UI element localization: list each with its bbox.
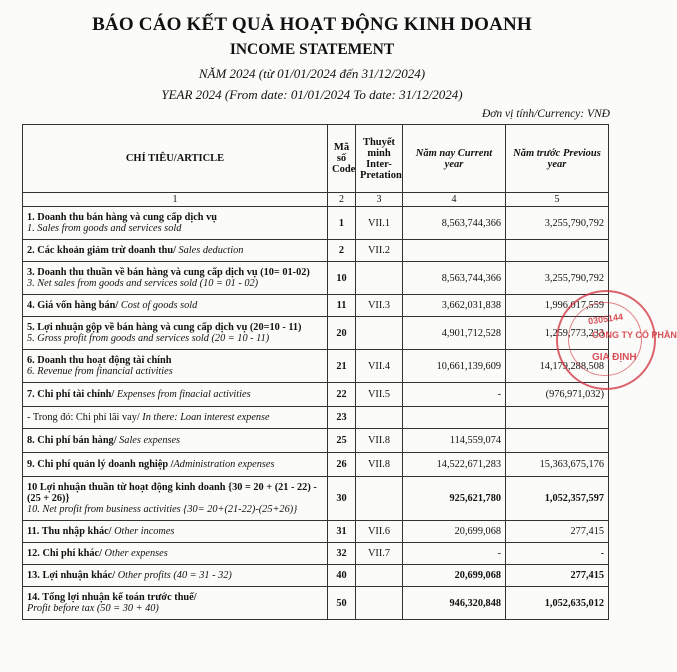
row-previous-year	[506, 240, 609, 262]
row-article-en: In there: Loan interest expense	[139, 412, 270, 423]
row-article-vn: 4. Giá vốn hàng bán/	[27, 300, 119, 311]
row-code: 21	[328, 350, 356, 383]
table-row	[23, 565, 609, 587]
row-current-year: 8,563,744,366	[403, 262, 506, 295]
column-index-2: 2	[328, 193, 356, 207]
row-previous-year: 1,259,773,233	[506, 317, 609, 350]
column-index-1: 1	[23, 193, 328, 207]
row-note	[356, 317, 403, 350]
row-article	[23, 262, 328, 295]
row-article-en: 1. Sales from goods and services sold	[27, 223, 182, 234]
row-note: VII.7	[356, 543, 403, 565]
column-index-3: 3	[356, 193, 403, 207]
row-note	[356, 262, 403, 295]
row-code: 50	[328, 587, 356, 620]
row-article	[23, 453, 328, 477]
row-note	[356, 565, 403, 587]
row-article-en: Other profits (40 = 31 - 32)	[115, 570, 232, 581]
row-previous-year: -	[506, 543, 609, 565]
row-current-year: 20,699,068	[403, 521, 506, 543]
row-current-year: 946,320,848	[403, 587, 506, 620]
column-index-5: 5	[506, 193, 609, 207]
row-article-vn: 7. Chi phí tài chính/	[27, 389, 115, 400]
row-code: 23	[328, 407, 356, 429]
row-article	[23, 429, 328, 453]
row-current-year	[403, 240, 506, 262]
row-previous-year: 277,415	[506, 565, 609, 587]
row-previous-year: 1,996,017,559	[506, 295, 609, 317]
row-current-year	[403, 407, 506, 429]
row-current-year: 20,699,068	[403, 565, 506, 587]
row-article	[23, 207, 328, 240]
row-code: 20	[328, 317, 356, 350]
row-previous-year: (976,971,032)	[506, 383, 609, 407]
row-current-year: 10,661,139,609	[403, 350, 506, 383]
row-article	[23, 543, 328, 565]
row-previous-year: 15,363,675,176	[506, 453, 609, 477]
row-code: 40	[328, 565, 356, 587]
report-title-vn: BÁO CÁO KẾT QUẢ HOẠT ĐỘNG KINH DOANH	[92, 14, 532, 35]
row-code: 10	[328, 262, 356, 295]
row-article-en: Administration expenses	[173, 459, 275, 470]
row-article-en: Profit before tax (50 = 30 + 40)	[27, 603, 159, 614]
row-note: VII.4	[356, 350, 403, 383]
row-article	[23, 240, 328, 262]
row-article	[23, 383, 328, 407]
row-current-year: 925,621,780	[403, 477, 506, 521]
header-previous-year: Năm trước Previous year	[506, 125, 609, 193]
row-article-en: 6. Revenue from financial activities	[27, 366, 173, 377]
table-row	[23, 407, 609, 429]
row-article-vn: 3. Doanh thu thuần về bán hàng và cung cấp dịch vụ (10= 01-02)	[27, 267, 310, 278]
row-article	[23, 521, 328, 543]
row-article-en: 10. Net profit from business activities {30= 20+(21-22)-(25+26)}	[27, 504, 298, 515]
row-article	[23, 477, 328, 521]
row-article	[23, 587, 328, 620]
row-article-en: Cost of goods sold	[118, 300, 198, 311]
seal-number: 0305144	[587, 311, 624, 327]
row-article	[23, 565, 328, 587]
row-article-vn: 2. Các khoản giảm trừ doanh thu/	[27, 245, 176, 256]
row-article-vn: 6. Doanh thu hoạt động tài chính	[27, 355, 172, 366]
table-row	[23, 429, 609, 453]
row-code: 32	[328, 543, 356, 565]
header-note: Thuyết minh Inter-Pretation	[356, 125, 403, 193]
row-current-year: 4,901,712,528	[403, 317, 506, 350]
table-row	[23, 240, 609, 262]
table-row	[23, 295, 609, 317]
table-row	[23, 477, 609, 521]
row-current-year: -	[403, 383, 506, 407]
row-article	[23, 407, 328, 429]
row-current-year: 3,662,031,838	[403, 295, 506, 317]
row-code: 31	[328, 521, 356, 543]
row-code: 25	[328, 429, 356, 453]
income-statement-table	[22, 124, 609, 620]
row-code: 26	[328, 453, 356, 477]
table-row	[23, 453, 609, 477]
row-note: VII.8	[356, 429, 403, 453]
row-note: VII.5	[356, 383, 403, 407]
table-row	[23, 383, 609, 407]
row-code: 1	[328, 207, 356, 240]
row-article-en: 3. Net sales from goods and services sold (10 = 01 - 02)	[27, 278, 259, 289]
row-note: VII.8	[356, 453, 403, 477]
row-note	[356, 407, 403, 429]
header-current-year: Năm nay Current year	[403, 125, 506, 193]
row-article-vn: 11. Thu nhập khác/	[27, 526, 112, 537]
row-note: VII.1	[356, 207, 403, 240]
row-previous-year	[506, 429, 609, 453]
row-article-en: Sales deduction	[175, 245, 244, 256]
row-article-vn: - Trong đó: Chi phí lãi vay/	[27, 412, 140, 423]
period-vn: NĂM 2024 (từ 01/01/2024 đến 31/12/2024)	[198, 66, 426, 81]
row-code: 11	[328, 295, 356, 317]
row-article-en: Expenses from finacial activities	[114, 389, 251, 400]
row-code: 30	[328, 477, 356, 521]
row-article-vn: 8. Chi phí bán hàng/	[27, 435, 117, 446]
table-row	[23, 587, 609, 620]
table-row	[23, 207, 609, 240]
row-article	[23, 350, 328, 383]
table-row	[23, 262, 609, 295]
row-current-year: 8,563,744,366	[403, 207, 506, 240]
table-row	[23, 317, 609, 350]
seal-name: GIA ĐỊNH	[592, 352, 637, 363]
row-previous-year: 1,052,357,597	[506, 477, 609, 521]
period-en: YEAR 2024 (From date: 01/01/2024 To date: 31/12/2024)	[161, 87, 463, 102]
row-previous-year: 14,179,288,508	[506, 350, 609, 383]
row-previous-year: 3,255,790,792	[506, 262, 609, 295]
row-current-year: -	[403, 543, 506, 565]
row-article-en: Other expenses	[101, 548, 168, 559]
row-note: VII.2	[356, 240, 403, 262]
row-note	[356, 587, 403, 620]
row-article-vn: 1. Doanh thu bán hàng và cung cấp dịch vụ	[27, 212, 217, 223]
row-article	[23, 317, 328, 350]
row-article-vn: 13. Lợi nhuận khác/	[27, 570, 116, 581]
row-previous-year: 1,052,635,012	[506, 587, 609, 620]
row-article	[23, 295, 328, 317]
row-article-en: Other incomes	[111, 526, 175, 537]
header-code: Mã số Code	[328, 125, 356, 193]
column-index-4: 4	[403, 193, 506, 207]
row-article-en: 5. Gross profit from goods and services sold (20 = 10 - 11)	[27, 333, 270, 344]
seal-company: CÔNG TY CỔ PHẦN	[592, 330, 677, 340]
row-article-vn: 14. Tổng lợi nhuận kế toán trước thuế/	[27, 592, 197, 603]
report-title-en: INCOME STATEMENT	[229, 41, 395, 58]
row-article-vn: 10 Lợi nhuận thuần từ hoạt động kinh doanh {30 = 20 + (21 - 22) - (25 + 26)}	[27, 482, 317, 504]
row-note: VII.3	[356, 295, 403, 317]
row-article-en: Sales expenses	[116, 435, 181, 446]
table-row	[23, 350, 609, 383]
row-previous-year	[506, 407, 609, 429]
row-previous-year: 277,415	[506, 521, 609, 543]
table-row	[23, 521, 609, 543]
row-article-vn: 9. Chi phí quản lý doanh nghiệp /	[27, 459, 174, 470]
row-current-year: 114,559,074	[403, 429, 506, 453]
row-code: 2	[328, 240, 356, 262]
row-previous-year: 3,255,790,792	[506, 207, 609, 240]
table-row	[23, 543, 609, 565]
currency-unit: Đơn vị tính/Currency: VNĐ	[481, 108, 610, 120]
header-article: CHỈ TIÊU/ARTICLE	[23, 125, 328, 193]
row-note	[356, 477, 403, 521]
row-note: VII.6	[356, 521, 403, 543]
row-article-vn: 5. Lợi nhuận gộp về bán hàng và cung cấp dịch vụ (20=10 - 11)	[27, 322, 302, 333]
row-current-year: 14,522,671,283	[403, 453, 506, 477]
row-code: 22	[328, 383, 356, 407]
row-article-vn: 12. Chi phí khác/	[27, 548, 102, 559]
